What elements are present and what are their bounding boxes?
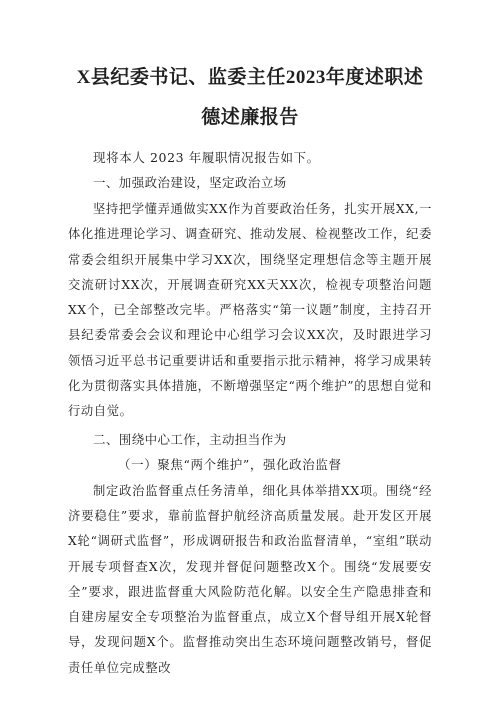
document-title-line2: 德述廉报告	[201, 107, 299, 128]
subsection1-heading: （一）聚焦“两个维护”，强化政治监督	[118, 456, 342, 472]
section2-heading: 二、围绕中心工作，主动担当作为	[93, 431, 287, 447]
section1-body: 坚持把学懂弄通做实XX作为首要政治任务，扎实开展XX,一体化推进理论学习、调查研究、推动发展、检视整改工作，纪委常委会组织开展集中学习XX次，围绕坚定理想信念等主题开展交流研讨XX次，开展调查研究XX天XX次，检视专项整治问题XX个，已全部整改完毕。严格落实“第一议题”制度，主持召开县纪委常委会会议和理论中心组学习会议XX次，及时跟进学习领悟习近平总书记重要讲话和重要指示批示精神，将学习成果转化为贯彻落实具体措施，不断增强坚定“两个维护”的思想自觉和行动自觉。	[68, 202, 432, 419]
subsection1-body: 制定政治监督重点任务清单，细化具体举措XX项。围绕“经济要稳住”要求，靠前监督护航经济高质量发展。赴开发区开展X轮“调研式监督”，形成调研报告和政治监督清单，“室组”联动开展专项督查X次，发现并督促问题整改X个。围绕“发展要安全”要求，跟进监督重大风险防范化解。以安全生产隐患排查和自建房屋安全专项整治为监督重点，成立X个督导组开展X轮督导，发现问题X个。监督推动突出生态环境问题整改销号，督促责任单位完成整改	[68, 483, 432, 675]
section1-heading: 一、加强政治建设，坚定政治立场	[93, 175, 287, 190]
document-title-line1: X县纪委书记、监委主任2023年度述职述	[76, 67, 424, 88]
intro-paragraph: 现将本人 2023 年履职情况报告如下。	[93, 150, 320, 165]
